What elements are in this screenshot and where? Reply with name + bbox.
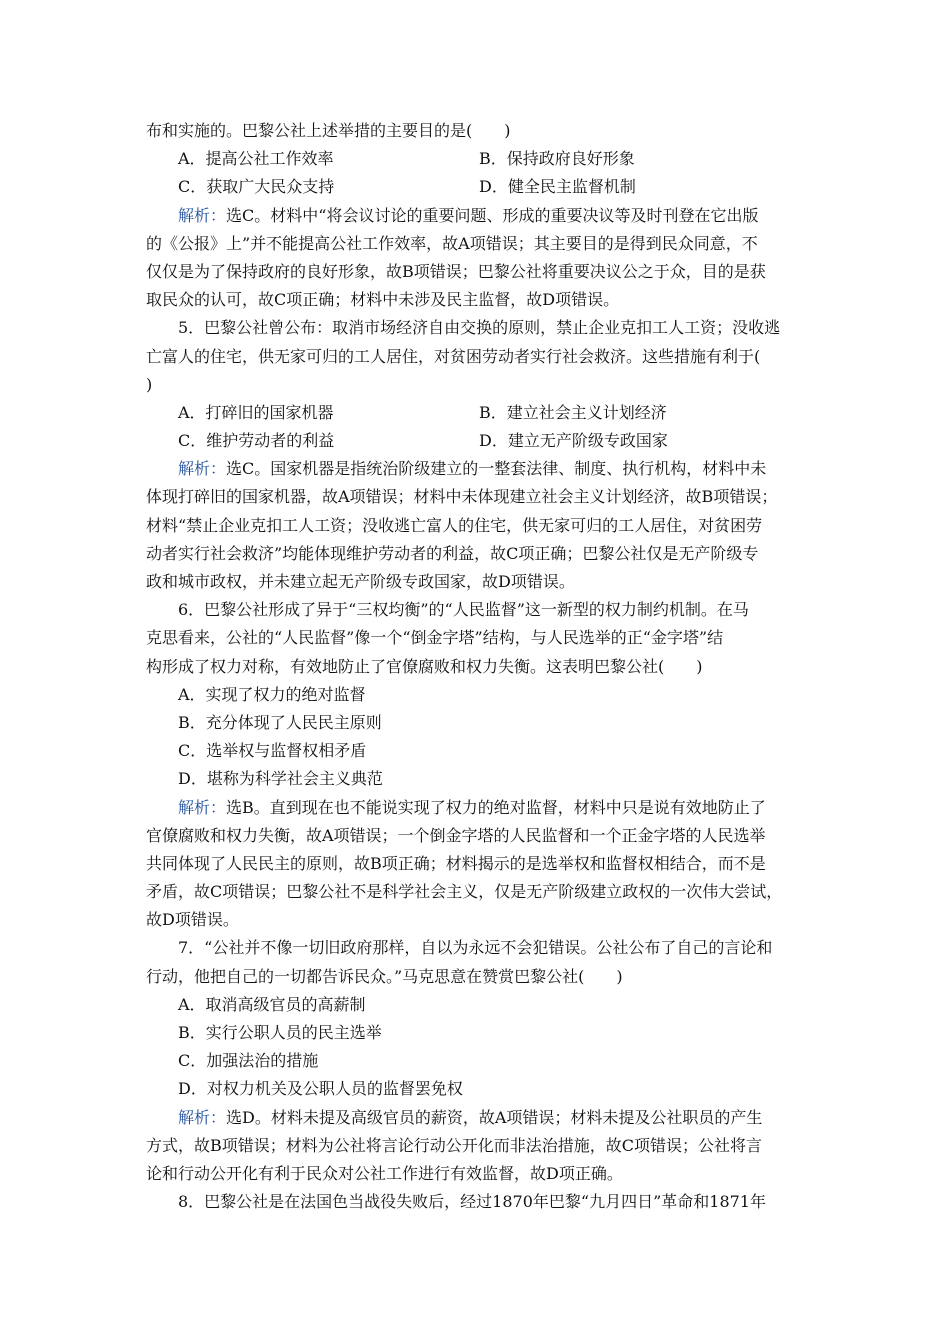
text-line: C．加强法治的措施 — [178, 1051, 319, 1071]
text-line: 取民众的认可，故C项正确；材料中未涉及民主监督，故D项错误。 — [146, 290, 620, 310]
text-line: 行动，他把自己的一切都告诉民众。”马克思意在赞赏巴黎公社( ) — [146, 966, 623, 986]
analysis-line — [146, 1104, 814, 1132]
option-row — [146, 399, 814, 427]
text-line: 的《公报》上”并不能提高公社工作效率，故A项错误；其主要目的是得到民众同意，不 — [146, 233, 758, 253]
text-line: 方式，故B项错误；材料为公社将言论行动公开化而非法治措施，故C项错误；公社将言 — [146, 1135, 763, 1155]
text-line: 体现打碎旧的国家机器，故A项错误；材料中未体现建立社会主义计划经济，故B项错误； — [146, 487, 778, 507]
text-line: 矛盾，故C项错误；巴黎公社不是科学社会主义，仅是无产阶级建立政权的一次伟大尝试， — [146, 882, 783, 902]
text-line: B．充分体现了人民民主原则 — [178, 712, 382, 732]
analysis-text: 选C。国家机器是指统治阶级建立的一整套法律、制度、执行机构，材料中未 — [226, 459, 767, 479]
analysis-line — [146, 794, 814, 822]
text-line: 7．“公社并不像一切旧政府那样，自以为永远不会犯错误。公社公布了自己的言论和 — [178, 938, 773, 958]
option-row — [146, 145, 814, 173]
text-line: 动者实行社会救济”均能体现维护劳动者的利益，故C项正确；巴黎公社仅是无产阶级专 — [146, 543, 759, 563]
text-line: ) — [146, 374, 153, 394]
text-line: 仅仅是为了保持政府的良好形象，故B项错误；巴黎公社将重要决议公之于众，目的是获 — [146, 261, 766, 281]
text-line: 亡富人的住宅，供无家可归的工人居住，对贫困劳动者实行社会救济。这些措施有利于( — [146, 346, 761, 366]
text-line: 材料“禁止企业克扣工人工资；没收逃亡富人的住宅，供无家可归的工人居住，对贫困劳 — [146, 515, 763, 535]
text-line: 8．巴黎公社是在法国色当战役失败后，经过1870年巴黎“九月四日”革命和1871年 — [178, 1192, 766, 1212]
text-line: 共同体现了人民民主的原则，故B项正确；材料揭示的是选举权和监督权相结合，而不是 — [146, 853, 766, 873]
text-line: 故D项错误。 — [146, 910, 239, 930]
analysis-label: 解析： — [178, 797, 227, 817]
option-text: D．建立无产阶级专政国家 — [479, 431, 668, 451]
text-line: 5．巴黎公社曾公布：取消市场经济自由交换的原则，禁止企业克扣工人工资；没收逃 — [178, 318, 781, 338]
text-line: 布和实施的。巴黎公社上述举措的主要目的是( ) — [146, 121, 511, 140]
option-text: C．获取广大民众支持 — [178, 177, 335, 197]
text-line: B．实行公职人员的民主选举 — [178, 1023, 382, 1042]
document-body — [146, 117, 814, 1216]
option-row — [146, 427, 814, 455]
text-line: A．实现了权力的绝对监督 — [178, 684, 366, 704]
text-line: 构形成了权力对称，有效地防止了官僚腐败和权力失衡。这表明巴黎公社( ) — [146, 656, 703, 676]
analysis-line — [146, 202, 814, 230]
text-line: A．取消高级官员的高薪制 — [178, 994, 366, 1014]
analysis-text: 选D。材料未提及高级官员的薪资，故A项错误；材料未提及公社职员的产生 — [226, 1107, 763, 1127]
option-row — [146, 173, 814, 201]
option-text: A．打碎旧的国家机器 — [178, 402, 334, 422]
option-text: B．建立社会主义计划经济 — [479, 402, 667, 422]
analysis-label: 解析： — [178, 1107, 227, 1127]
option-text: C．维护劳动者的利益 — [178, 431, 335, 451]
option-text: A．提高公社工作效率 — [178, 149, 334, 169]
option-text: B．保持政府良好形象 — [479, 149, 635, 169]
text-line: 论和行动公开化有利于民众对公社工作进行有效监督，故D项正确。 — [146, 1163, 623, 1183]
analysis-text: 选B。直到现在也不能说实现了权力的绝对监督，材料中只是说有效地防止了 — [226, 797, 766, 817]
text-line: 官僚腐败和权力失衡，故A项错误；一个倒金字塔的人民监督和一个正金字塔的人民选举 — [146, 825, 766, 845]
text-line: 克思看来，公社的“人民监督”像一个“倒金字塔”结构，与人民选举的正“金字塔”结 — [146, 628, 724, 648]
analysis-label: 解析： — [178, 205, 227, 225]
analysis-text: 选C。材料中“将会议讨论的重要问题、形成的重要决议等及时刊登在它出版 — [226, 205, 759, 225]
analysis-line — [146, 455, 814, 483]
text-line: D．堪称为科学社会主义典范 — [178, 769, 383, 789]
option-text: D．健全民主监督机制 — [479, 177, 636, 197]
text-line: 政和城市政权，并未建立起无产阶级专政国家，故D项错误。 — [146, 572, 575, 591]
text-line: C．选举权与监督权相矛盾 — [178, 741, 367, 761]
text-line: D．对权力机关及公职人员的监督罢免权 — [178, 1079, 463, 1099]
analysis-label: 解析： — [178, 459, 227, 479]
text-line: 6．巴黎公社形成了异于“三权均衡”的“人民监督”这一新型的权力制约机制。在马 — [178, 600, 749, 620]
